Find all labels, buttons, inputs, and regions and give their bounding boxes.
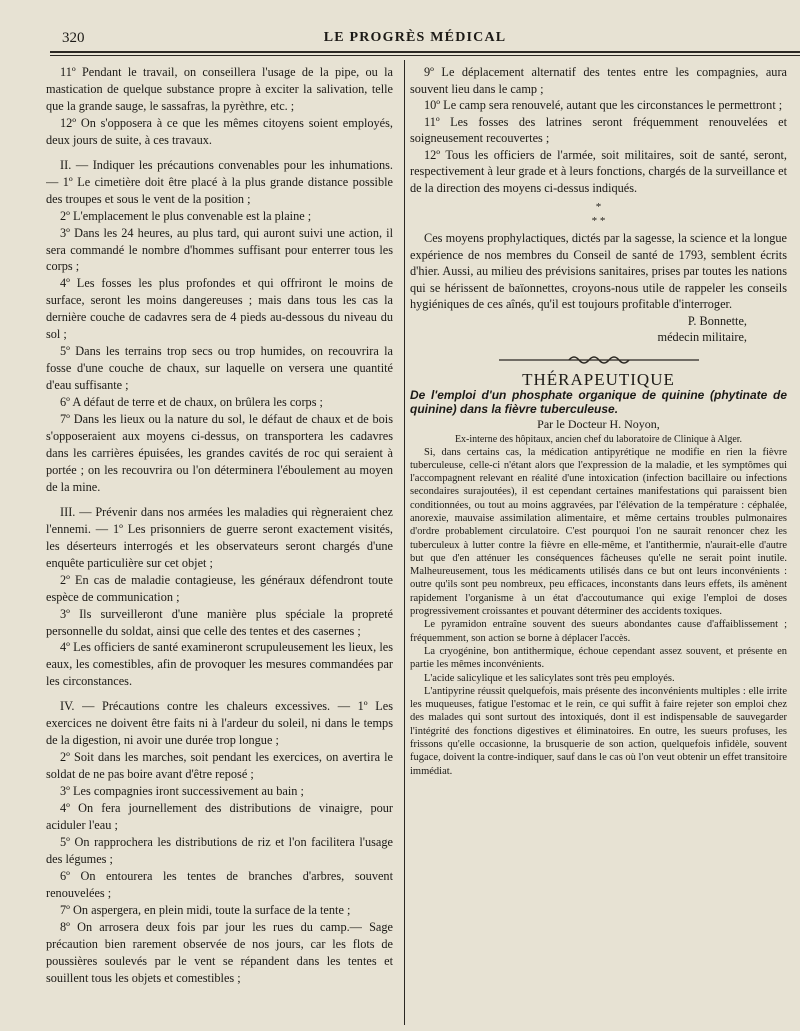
- author-affiliation: Ex-interne des hôpitaux, ancien chef du laboratoire de Clinique à Alger.: [454, 433, 743, 445]
- paragraph: 5º On rapprochera les distributions de riz et l'on facilitera l'usage des légumes ;: [46, 834, 393, 866]
- paragraph: 2º En cas de maladie contagieuse, les généraux défendront toute espèce de communication ;: [46, 572, 393, 604]
- ornament-divider: [469, 352, 729, 368]
- paragraph: 7º Dans les lieux ou la nature du sol, le défaut de chaux et de bois s'opposeraient aux moyens ci-dessus, on transportera les cadavres dans les carrières épuisées, les grandes cavités de roc qui seraient à portée ; on les recouvrira ou l'on déterminera l'éboulement au moyen de la mine.: [46, 412, 393, 494]
- paragraph: 11º Les fosses des latrines seront fréquemment renouvelées et soigneusement recouvertes ;: [410, 114, 787, 145]
- paragraph: III. — Prévenir dans nos armées les maladies qui règneraient chez l'ennemi. — 1º Les prisonniers de guerre seront exactement visités, les déserteurs interrogés et les observateurs seront chargés d'une enquête particulière sur cet objet ;: [46, 504, 393, 570]
- paragraph: Le pyramidon entraîne souvent des sueurs abondantes cause d'affaiblissement ; fréquemment, son action se borne à déplacer l'accès.: [410, 619, 787, 644]
- paragraph: La cryogénine, bon antithermique, échoue cependant assez souvent, et présente en partie les mêmes inconvénients.: [410, 645, 787, 671]
- section-title: THÉRAPEUTIQUE: [522, 369, 675, 389]
- paragraph: 3º Dans les 24 heures, au plus tard, qui auront suivi une action, il sera commandé le nombre d'hommes suffisant pour enterrer tous les corps ;: [46, 225, 393, 274]
- article-author: Par le Docteur H. Noyon,: [537, 417, 660, 431]
- article-title: De l'emploi d'un phosphate organique de quinine (phytinate de quinine) dans la fièvre tuberculeuse.: [410, 388, 787, 416]
- paragraph: 2º Soit dans les marches, soit pendant les exercices, on avertira le soldat de ne pas boire avant d'être reposé ;: [46, 750, 393, 782]
- paragraph: 6º A défaut de terre et de chaux, on brûlera les corps ;: [60, 395, 323, 410]
- paragraph: 9º Le déplacement alternatif des tentes entre les compagnies, aura souvent lieu dans le camp ;: [410, 65, 787, 96]
- left-column: [46, 64, 393, 1029]
- signature-name: P. Bonnette,: [687, 313, 747, 328]
- paragraph: 6º On entourera les tentes de branches d'arbres, souvent renouvelées ;: [46, 868, 393, 900]
- paragraph: 11º Pendant le travail, on conseillera l'usage de la pipe, ou la mastication de quelque substance propre à exciter la salivation, telle que la grande sauge, le sassafras, la pyrèthre, etc. ;: [46, 65, 393, 113]
- paragraph: 4º Les officiers de santé examineront scrupuleusement les lieux, les eaux, les comestibles, afin de provoquer les mesures commandées par les circonstances.: [46, 640, 393, 689]
- paragraph: 3º Les compagnies iront successivement au bain ;: [60, 784, 304, 799]
- right-column: [410, 64, 787, 1029]
- asterism: [410, 200, 787, 228]
- paragraph: IV. — Précautions contre les chaleurs excessives. — 1º Les exercices ne doivent être faits ni à l'ardeur du soleil, ni dans le temps de la digestion, ni avoir une durée trop longue ;: [46, 699, 393, 748]
- paragraph: 2º L'emplacement le plus convenable est la plaine ;: [60, 208, 312, 223]
- paragraph: 4º On fera journellement des distributions de vinaigre, pour aciduler l'eau ;: [46, 801, 393, 832]
- paragraph: 5º Dans les terrains trop secs ou trop humides, on recouvrira la fosse d'une couche de chaux, sur laquelle on versera une quantité d'eau suffisante ;: [46, 344, 393, 393]
- asterism-star: *: [591, 215, 598, 227]
- paragraph: 12º Tous les officiers de l'armée, soit militaires, soit de santé, seront, respectivement à leur grade et à leurs fonctions, chargés de la surveillance et de la direction des moyens ci-dessus indiqués.: [410, 147, 787, 195]
- paragraph: 7º On aspergera, en plein midi, toute la surface de la tente ;: [60, 902, 351, 917]
- paragraph: Ces moyens prophylactiques, dictés par la sagesse, la science et la longue expérience de nos membres du Conseil de santé de 1793, semblent écrits d'hier. Aussi, au milieu des prévisions sanitaires, prises par toutes les nations qui se hérissent de baïonnettes, croyons-nous utile de rappeler les conseils hygiéniques de ces aînés, qu'il est toujours profitable d'interroger.: [410, 231, 787, 311]
- paragraph: Si, dans certains cas, la médication antipyrétique ne modifie en rien la fièvre tuberculeuse, celle-ci n'étant alors que l'expression de la maladie, et les symptômes qui l'accompagnent relevant en réalité d'une intoxication (infection bacillaire ou infections secondaires surajoutées), il est cependant certaines manifestations qui paraissent bien conditionnées, ou tout au moins aggravées, par l'élévation de la température : céphalée, anorexie, mauvaise assimilation alimentaire, et même certains troubles pulmonaires d'ordre probablement circulatoire. C'est pourquoi l'on ne saurait renoncer chez les tuberculeux à lutter contre la fièvre en elle-même, et l'antithermie, n'aurait-elle d'autre but que d'en atténuer les conséquences fâcheuses qu'elle ne serait point inutile. Malheureusement, tous les médicaments utilisés dans ce but ont leurs inconvénients : outre qu'ils sont peu nombreux, peu efficaces, inconstants dans leurs effets, ils amènent rapidement l'organisme à un état d'accoutumance qui exige l'emploi de doses progressivement croissantes et pouvant déterminer des accidents toxiques.: [410, 446, 787, 618]
- header-rule: [50, 51, 800, 56]
- paragraph: 10º Le camp sera renouvelé, autant que les circonstances le permettront ;: [424, 98, 783, 112]
- paragraph: 4º Les fosses les plus profondes et qui offriront le moins de surface, seront les moins dangereuses ; mais dans tous les cas la dernière couche de cadavres sera de 4 pieds au-dessous du niveau du sol ;: [46, 276, 393, 342]
- page-header: [50, 30, 780, 50]
- article-body: [410, 446, 787, 778]
- column-divider: [404, 60, 405, 1025]
- paragraph: II. — Indiquer les précautions convenables pour les inhumations. — 1º Le cimetière doit être placé à la plus grande distance possible des troupes et sous le vent de la position ;: [46, 157, 393, 206]
- journal-title: LE PROGRÈS MÉDICAL: [323, 30, 507, 45]
- signature-title: médecin militaire,: [657, 330, 747, 344]
- paragraph: L'acide salicylique et les salicylates sont très peu employés.: [424, 672, 675, 684]
- asterism-star: *: [599, 215, 606, 227]
- paragraph: 12º On s'opposera à ce que les mêmes citoyens soient employés, deux jours de suite, à ces travaux.: [46, 115, 393, 147]
- paragraph: 8º On arrosera deux fois par jour les rues du camp.— Sage précaution bien rarement observée de nos jours, car les flots de poussières soulevés par le vent se répandent dans les tentes et souillent tous les objets et comestibles ;: [46, 919, 393, 985]
- page-number: 320: [62, 30, 85, 46]
- asterism-star: *: [595, 201, 602, 213]
- paragraph: 3º Ils surveilleront d'une manière plus spéciale la propreté personnelle du soldat, ainsi que celle des tentes et des casernes ;: [46, 606, 393, 638]
- paragraph: L'antipyrine réussit quelquefois, mais présente des inconvénients multiples : elle irrite les muqueuses, fatigue l'estomac et le rein, ce qui suffit à faire rejeter son emploi chez des malades qui sont surtout des intoxiqués, dont il est indispensable de sauvegarder l'intégrité des fonctions digestives et éliminatoires. En outre, les sueurs profuses, les frissons qu'elle occasionne, la brusquerie de son action, quelquefois infidèle, souvent fugace, doivent la contre-indiquer, sauf dans le cas où l'on veut obtenir un effet transitoire immédiat.: [410, 685, 787, 777]
